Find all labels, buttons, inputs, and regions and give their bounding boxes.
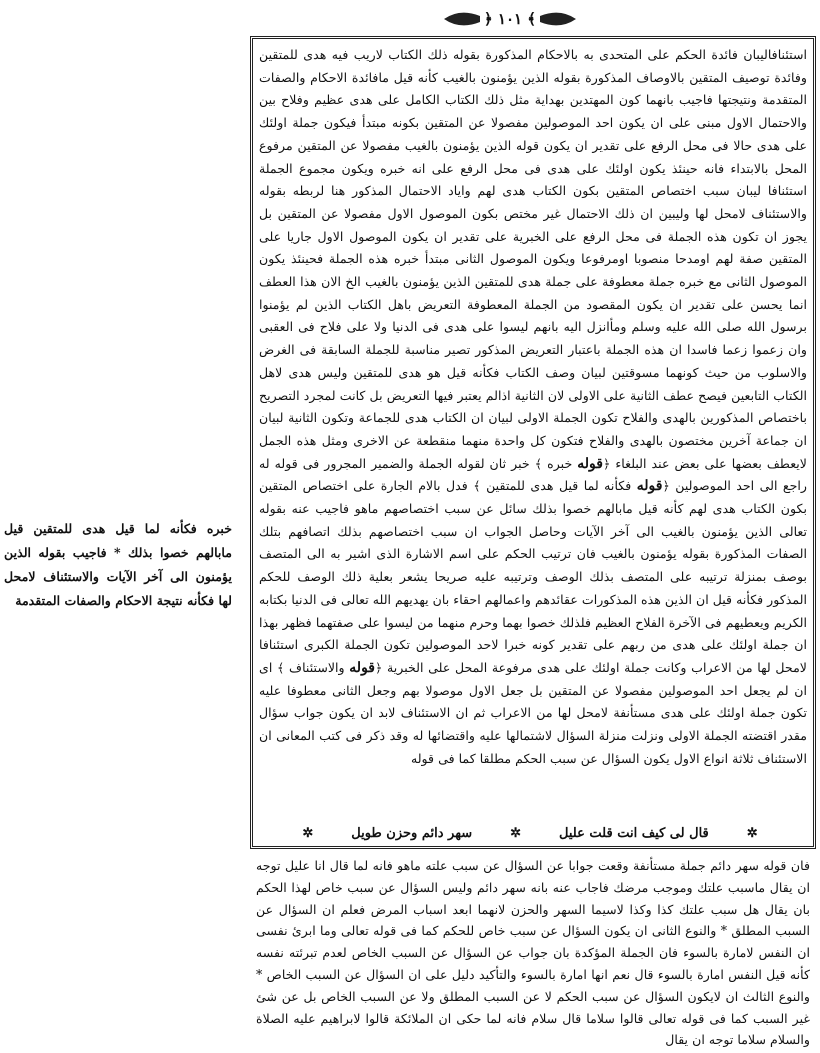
star-ornament-icon: ✲ — [746, 826, 758, 841]
paragraph-text: استئنافاليبان فائدة الحكم على المتحدى به بالاحكام المذكورة بقوله ذلك الكتاب لاريب فيه هدى للمتقين وفائدة توصيف المتقين بالاوصاف المذكورة بقوله الذين يؤمنون بالغيب كأنه قيل مافائدة الاحكام والصفات المتقدمة ونتيجتها فاجيب بانهما كون المهتدين بهداية مثل ذلك الكتاب الكامل على هدى عظيم وفلاح بين والاحتمال الاول مبنى على ان يكون احد الموصولين مفصولا عن المتقين بكونه مبتدأ فيكون جملة اولئك على هدى حالا فى محل الرفع على تقدير ان يكون قوله الذين يؤمنون بالغيب مفصولا عن المتقين مرفوع المحل بالابتداء فانه حينئذ يكون اولئك على هدى فى محل الرفع على انه خبره ويكون مجموع الجملة استئنافا ليبان سبب اختصاص المتقين بكون الكتاب هدى لهم واياد الاحتمال المذكور هنا لربطه بقوله والاستئناف لامحل لها وليبين ان ذلك الاحتمال غير مختص بكون الموصول الاول مفصولا عن المتقين بل يجوز ان تكون هذه الجملة فى محل الرفع على الخبرية على تقدير ان يكون الموصول الاول جاريا على المتقين صفة لهم اومدحا منصوبا اومرفوعا ويكون الموصول الثانى مبتدأ خبره هذه الجملة فحينئذ يكون الموصول الثانى مع خبره جملة معطوفة على جملة هدى للمتقين الذين يؤمنون بالغيب الخ الان هذا العطف انما يحسن على تقدير ان يكون المقصود من الجملة المعطوفة التعريض باهل الكتاب الذين لم يؤمنوا برسول الله صلى الله عليه وسلم ومأانزل اليه بانهم ليسوا على هدى فى الدنيا ولا على فلاح فى العقبى وان زعموا زعما فاسدا ان هذه الجملة باعتبار التعريض المذكور تصير مناسبة للجملة السابقة فى الغرض والاسلوب من حيث كونهما مسوقتين لبيان وصف الكتاب فكأنه قيل هو هدى للمتقين وليس هدى لاهل الكتاب التابعين فيصح عطف الثانية على الاولى لان الثانية اذالم يعتبر فيها التعريض بل كانت لمجرد التصريح باختصاص المذكورين بالهدى والفلاح تكون الجملة الاولى لبيان ان الكتاب هدى للجماعة وتكون الثانية لبيان ان جماعة آخرين مختصون بالهدى والفلاح فتكون كل واحدة منهما منقطعة عن الاخرى ومثل هذه الجمل لايعطف بعضها على بعض عند البلغاء — [259, 47, 807, 471]
verse-hemistich-second: سهر دائم وحزن طويل — [351, 826, 473, 841]
qawluhu-marker: قوله — [577, 455, 603, 472]
star-ornament-icon: ✲ — [302, 826, 314, 841]
verse-hemistich-first: قال لى كيف انت قلت عليل — [559, 826, 709, 841]
lower-commentary-text: فان قوله سهر دائم جملة مستأنفة وقعت جوابا عن السؤال عن سبب علته ماهو فانه لما قال انا عليل توجه ان يقال ماسبب علتك وموجب مرضك فاجاب عنه بانه سهر دائم وليس السؤال عن سبب خاص لهذا الحكم بان يقال هل سبب علتك كذا وكذا لاسيما السهر والحزن لانهما ابعد اسباب المرض فعلم ان السؤال عن السبب المطلق * والنوع الثانى ان يكون السؤال عن سبب خاص للحكم كما فى قوله تعالى وما ابرئ نفسى ان النفس لامارة بالسوء فان الجملة المؤكدة بان جواب عن السؤال عن السبب الخاص لعدم تبرئته نفسه كأنه قيل النفس امارة بالسوء قال نعم انها امارة بالسوء والتأكيد دليل على ان السؤال عن السبب الخاص * والنوع الثالث ان لايكون السؤال عن سبب الحكم لا عن السبب المطلق ولا عن السبب الخاص بل عن شئ غير السبب كما فى قوله تعالى قالوا سلاما قال سلام فانه لما حكى ان الملائكة قالوا لابراهيم عليه الصلاة والسلام سلاما توجه ان يقال — [256, 858, 810, 1048]
qawluhu-marker: قوله — [349, 659, 375, 676]
gloss-segment: فكأنه لما قيل هدى للمتقين ﴾ فدل بالام الجارة على اختصاص المتقين بكون الكتاب هدى لهم كأنه قيل مابالهم خصوا بذلك سائل عن سبب اختصاصهم ماهو فاجيب عنه بقوله تعالى الذين يؤمنون بالغيب الى آخر الآيات وحاصل الجواب ان سبب اختصاصهم بذلك اتصافهم بتلك الصفات المذكورة بقوله يؤمنون بالغيب فان ترتيب الحكم على اسم الاشارة الذى اشير به الى المتصف بوصف بمنزلة ترتيبه على المتصف بذلك الوصف وترتيبه عليه صريحا يشعر بعلية ذلك الوصف للحكم المذكور فكأنه قيل ان الذين هذه المذكورات عقائدهم واعمالهم احقاء بان يهديهم الله تعالى فى الدنيا بكتابه الكريم ويعطيهم فى الآخرة الفلاح العظيم فلذلك خصوا بهما وحرم منهما من ليسوا على صفتهما فظهر بهذا ان جملة اولئك على هدى من ربهم على تقدير كونه خبرا لاحد الموصولين تكون الجملة الكبرى استئنافا لامحل لها من الاعراب وكانت جملة اولئك على هدى مرفوعة المحل على الخبرية — [259, 478, 807, 675]
poetry-verse — [290, 826, 770, 841]
margin-note: خبره فكأنه لما قيل هدى للمتقين قيل مابالهم خصوا بذلك * فاجيب بقوله الذين يؤمنون الى آخر الآيات والاستئناف لامحل لها فكأنه نتيجة الاحكام والصفات المتقدمة — [4, 521, 232, 608]
star-ornament-icon: ✲ — [510, 826, 522, 841]
main-commentary-frame — [250, 36, 816, 849]
gloss-segment: خبره ﴾ خبر ثان لقوله الجملة والضمير المجرور فى قوله له راجع الى احد الموصولين — [259, 455, 807, 494]
gloss-segment: والاستئناف ﴾ اى ان لم يجعل احد الموصولين مفصولا عن المتقين بل جعل الاول موصولا بهم وجعل الثانى معطوفا عليه تكون جملة اولئك على هدى مستأنفة لامحل لها من الاعراب ثم ان الاستئناف لابد ان يكون جواب سؤال مقدر اقتضته الجملة الاولى ونزلت منزلة السؤال لاشتمالها عليه واقتضائها له وقد ذكر فى كتب المعانى ان الاستئناف ثلاثة انواع الاول يكون السؤال عن سبب الحكم مطلقا كما فى قوله — [259, 659, 807, 766]
page-header — [440, 4, 580, 34]
qawluhu-marker: قوله — [636, 478, 663, 495]
paragraph: استئنافاليبان فائدة الحكم على المتحدى به بالاحكام المذكورة بقوله ذلك الكتاب لاريب فيه هدى للمتقين وفائدة توصيف المتقين بالاوصاف المذكورة بقوله الذين يؤمنون بالغيب كأنه قيل مافائدة الاحكام والصفات المتقدمة ونتيجتها فاجيب بانهما كون المهتدين بهداية مثل ذلك الكتاب الكامل على هدى عظيم وفلاح بين والاحتمال الاول مبنى على ان يكون احد الموصولين مفصولا عن المتقين بكونه مبتدأ فيكون جملة اولئك على هدى حالا فى محل الرفع على تقدير ان يكون قوله الذين يؤمنون بالغيب مفصولا عن المتقين مرفوع المحل بالابتداء فانه حينئذ يكون اولئك على هدى فى محل الرفع على انه خبره ويكون مجموع الجملة استئنافا ليبان سبب اختصاص المتقين بكون الكتاب هدى لهم واياد الاحتمال المذكور هنا لربطه بقوله والاستئناف لامحل لها وليبين ان ذلك الاحتمال غير مختص بكون الموصول الاول مفصولا عن المتقين بل يجوز ان تكون هذه الجملة فى محل الرفع على الخبرية على تقدير ان يكون الموصول الاول جاريا على المتقين صفة لهم اومدحا منصوبا اومرفوعا ويكون الموصول الثانى مبتدأ خبره هذه الجملة فحينئذ يكون الموصول الثانى مع خبره جملة معطوفة على جملة هدى للمتقين الذين يؤمنون بالغيب الخ الان هذا العطف انما يحسن على تقدير ان يكون المقصود من الجملة المعطوفة التعريض باهل الكتاب الذين لم يؤمنوا برسول الله صلى الله عليه وسلم ومأانزل اليه بانهم ليسوا على هدى فى الدنيا ولا على فلاح فى العقبى وان زعموا زعما فاسدا ان هذه الجملة باعتبار التعريض المذكور تصير مناسبة للجملة السابقة فى الغرض والاسلوب من حيث كونهما مسوقتين لبيان وصف الكتاب فكأنه قيل هو هدى للمتقين وليس هدى لاهل الكتاب التابعين فيصح عطف الثانية على الاولى لان الثانية اذالم يعتبر فيها التعريض بل كانت لمجرد التصريح باختصاص المذكورين بالهدى والفلاح تكون الجملة الاولى لبيان ان الكتاب هدى للجماعة وتكون الثانية لبيان ان جماعة آخرين مختصون بالهدى والفلاح فتكون كل واحدة منهما منقطعة عن الاخرى ومثل هذه الجمل لايعطف بعضها على بعض عند البلغاء ﴿قوله خبره ﴾ خبر ثان لقوله الجملة والضمير المجرور فى قوله له راجع الى احد الموصولين ﴿قوله فكأنه لما قيل هدى للمتقين ﴾ فدل بالام الجارة على اختصاص المتقين بكون الكتاب هدى لهم كأنه قيل مابالهم خصوا بذلك سائل عن سبب اختصاصهم ماهو فاجيب عنه بقوله تعالى الذين يؤمنون بالغيب الى آخر الآيات وحاصل الجواب ان سبب اختصاصهم بذلك اتصافهم بتلك الصفات المذكورة بقوله يؤمنون بالغيب فان ترتيب الحكم على اسم الاشارة الذى اشير به الى المتصف بوصف بمنزلة ترتيبه على المتصف بذلك الوصف وترتيبه عليه صريحا يشعر بعلية ذلك الوصف للحكم المذكور فكأنه قيل ان الذين هذه المذكورات عقائدهم واعمالهم احقاء بان يهديهم الله تعالى فى الدنيا بكتابه الكريم ويعطيهم فى الآخرة الفلاح العظيم فلذلك خصوا بهما وحرم منهما من ليسوا على صفتهما فظهر بهذا ان جملة اولئك على هدى من ربهم على تقدير كونه خبرا لاحد الموصولين تكون الجملة الكبرى استئنافا لامحل لها من الاعراب وكانت جملة اولئك على هدى مرفوعة المحل على الخبرية ﴿قوله والاستئناف ﴾ اى ان لم يجعل احد الموصولين مفصولا عن المتقين بل جعل الاول موصولا بهم وجعل الثانى معطوفا عليه تكون جملة اولئك على هدى مستأنفة لامحل لها من الاعراب ثم ان الاستئناف لابد ان يكون جواب سؤال مقدر اقتضته الجملة الاولى ونزلت منزلة السؤال لاشتمالها عليه واقتضائها له وقد ذكر فى كتب المعانى ان الاستئناف ثلاثة انواع الاول يكون السؤال عن سبب الحكم مطلقا كما فى قوله — [259, 47, 807, 766]
main-commentary-text — [253, 39, 813, 771]
page-number: ﴿ ١٠١ ﴾ — [480, 10, 540, 28]
